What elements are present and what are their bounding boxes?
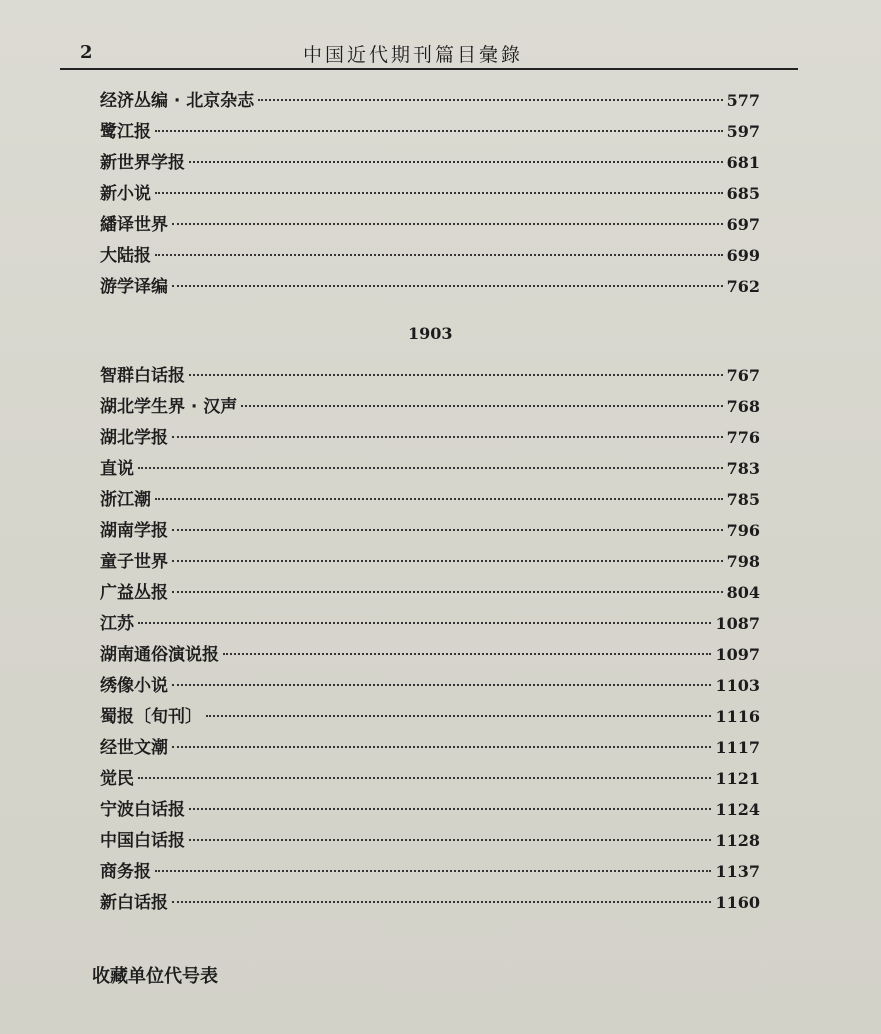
toc-entry	[100, 117, 760, 148]
toc-entry-page: 1137	[715, 862, 760, 881]
toc-entry-title: 新小说	[100, 184, 151, 204]
toc-entry	[100, 888, 760, 919]
toc-entry-title: 新世界学报	[100, 153, 185, 173]
toc-entry-page: 767	[726, 366, 760, 385]
dot-leader	[155, 498, 723, 500]
toc-entry	[100, 210, 760, 241]
toc-entry-page: 785	[726, 490, 760, 509]
toc-entry-page: 1087	[715, 614, 760, 633]
toc-entry	[100, 179, 760, 210]
dot-leader	[155, 870, 711, 872]
page-header	[60, 36, 800, 70]
toc-entry-title: 游学译编	[100, 277, 168, 297]
dot-leader	[189, 374, 723, 376]
toc-entry	[100, 764, 760, 795]
header-rule	[60, 68, 798, 70]
toc-entry	[100, 241, 760, 272]
toc-entry-title: 绣像小说	[100, 676, 168, 696]
toc-entry	[100, 578, 760, 609]
toc-entry-page: 1128	[715, 831, 760, 850]
dot-leader	[155, 192, 723, 194]
toc-entry-page: 1160	[715, 893, 760, 912]
dot-leader	[172, 436, 723, 438]
toc-entry-title: 江苏	[100, 614, 134, 634]
toc-entry-title: 经世文潮	[100, 738, 168, 758]
dot-leader	[172, 560, 723, 562]
toc-entry	[100, 826, 760, 857]
toc-entry-title: 湖北学生界 · 汉声	[100, 397, 238, 417]
dot-leader	[189, 839, 711, 841]
toc-entry-title: 智群白话报	[100, 366, 185, 386]
toc-entry-page: 796	[726, 521, 760, 540]
toc-entry-title: 大陆报	[100, 246, 151, 266]
toc-entry-title: 广益丛报	[100, 583, 168, 603]
toc-entry-page: 1124	[715, 800, 760, 819]
toc-entry-title: 宁波白话报	[100, 800, 185, 820]
toc-entry-page: 1117	[715, 738, 760, 757]
toc-entry	[100, 795, 760, 826]
toc-entry-title: 中国白话报	[100, 831, 185, 851]
dot-leader	[155, 130, 723, 132]
dot-leader	[189, 808, 711, 810]
toc-entry-page: 699	[726, 246, 760, 265]
toc-entry-title: 湖北学报	[100, 428, 168, 448]
dot-leader	[138, 777, 711, 779]
toc-entry-page: 1103	[715, 676, 760, 695]
toc-list-before-1903	[100, 86, 760, 303]
toc-entry	[100, 640, 760, 671]
toc-entry	[100, 148, 760, 179]
section-heading: 收藏单位代号表	[92, 966, 218, 987]
toc-entry-page: 685	[726, 184, 760, 203]
dot-leader	[172, 529, 723, 531]
toc-entry-title: 湖南通俗演说报	[100, 645, 219, 665]
dot-leader	[172, 684, 711, 686]
toc-list-1903	[100, 361, 760, 919]
toc-entry	[100, 671, 760, 702]
toc-entry-page: 776	[726, 428, 760, 447]
toc-entry-title: 商务报	[100, 862, 151, 882]
toc-entry	[100, 485, 760, 516]
page-number: 2	[80, 42, 93, 63]
toc-entry	[100, 392, 760, 423]
toc-entry-page: 597	[726, 122, 760, 141]
dot-leader	[172, 223, 723, 225]
toc-entry-page: 1116	[715, 707, 760, 726]
running-title: 中国近代期刊篇目彙錄	[303, 44, 524, 66]
toc-entry-title: 浙江潮	[100, 490, 151, 510]
dot-leader	[172, 901, 711, 903]
toc-entry	[100, 547, 760, 578]
year-heading: 1903	[408, 324, 453, 343]
toc-entry	[100, 516, 760, 547]
toc-entry-title: 湖南学报	[100, 521, 168, 541]
toc-entry	[100, 733, 760, 764]
toc-entry-title: 繙译世界	[100, 215, 168, 235]
dot-leader	[241, 405, 722, 407]
toc-entry	[100, 454, 760, 485]
toc-entry-title: 经济丛编 · 北京杂志	[100, 91, 255, 111]
toc-entry-title: 鹭江报	[100, 122, 151, 142]
toc-entry-page: 798	[726, 552, 760, 571]
toc-entry-title: 童子世界	[100, 552, 168, 572]
dot-leader	[258, 99, 722, 101]
toc-entry	[100, 361, 760, 392]
dot-leader	[223, 653, 711, 655]
toc-entry-title: 直说	[100, 459, 134, 479]
toc-entry-page: 783	[726, 459, 760, 478]
dot-leader	[172, 746, 711, 748]
toc-entry	[100, 857, 760, 888]
dot-leader	[206, 715, 711, 717]
dot-leader	[138, 467, 723, 469]
toc-entry-page: 1121	[715, 769, 760, 788]
dot-leader	[155, 254, 723, 256]
toc-entry	[100, 702, 760, 733]
toc-entry	[100, 423, 760, 454]
dot-leader	[172, 285, 723, 287]
toc-entry-title: 蜀报〔旬刊〕	[100, 707, 202, 727]
toc-entry-page: 804	[726, 583, 760, 602]
toc-entry-title: 觉民	[100, 769, 134, 789]
dot-leader	[172, 591, 723, 593]
toc-entry-page: 768	[726, 397, 760, 416]
toc-entry-title: 新白话报	[100, 893, 168, 913]
dot-leader	[138, 622, 711, 624]
toc-entry	[100, 86, 760, 117]
toc-entry-page: 1097	[715, 645, 760, 664]
toc-entry-page: 762	[726, 277, 760, 296]
toc-entry-page: 577	[726, 91, 760, 110]
dot-leader	[189, 161, 723, 163]
toc-entry	[100, 272, 760, 303]
toc-entry	[100, 609, 760, 640]
toc-entry-page: 697	[726, 215, 760, 234]
toc-entry-page: 681	[726, 153, 760, 172]
